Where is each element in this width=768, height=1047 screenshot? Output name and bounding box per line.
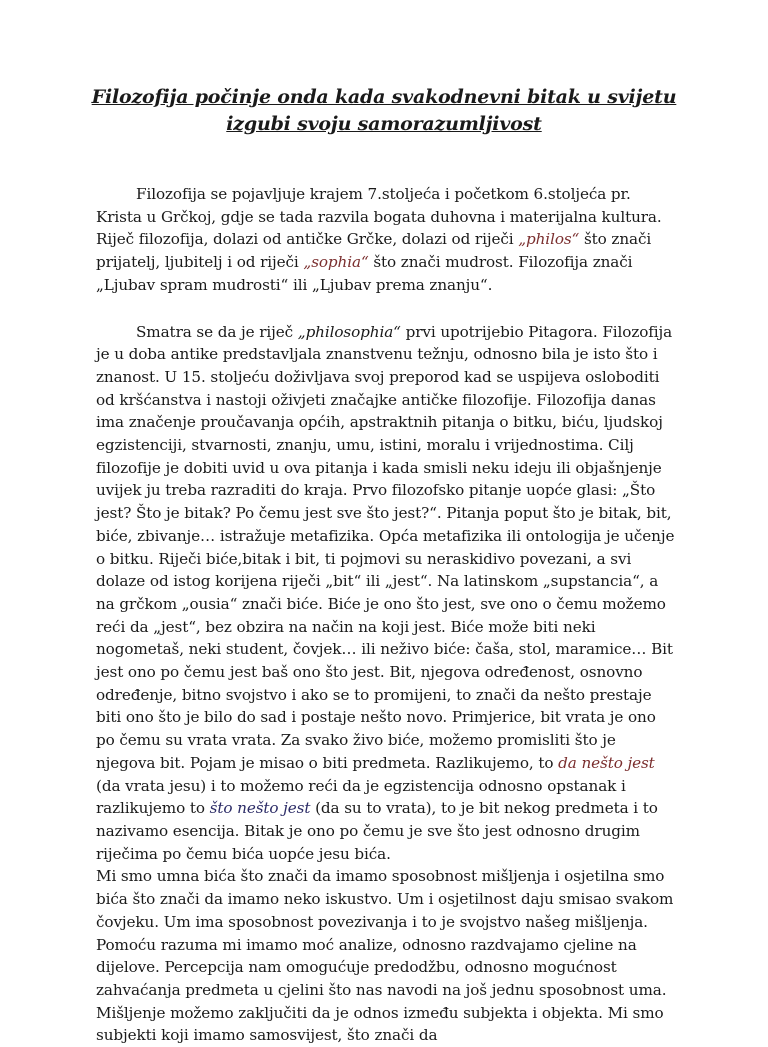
paragraph-spacer bbox=[96, 297, 678, 321]
term-philosophia: „philosophia“ bbox=[297, 322, 401, 341]
term-da-nesto-jest: da nešto jest bbox=[558, 753, 655, 772]
paragraph-2-text-d: (da su to vrata), to je bit nekog predmeta i to nazivamo esencija. Bitak je ono po čemu je sve što jest odnosno drugim riječima po čemu bića uopće jesu bića. bbox=[96, 799, 658, 863]
term-sto-nesto-jest: što nešto jest bbox=[209, 799, 311, 818]
document-body bbox=[96, 183, 678, 1047]
document-title: Filozofija počinje onda kada svakodnevni bitak u svijetu izgubi svoju samorazumljivost bbox=[91, 86, 677, 135]
paragraph-2 bbox=[96, 321, 678, 866]
paragraph-1 bbox=[96, 183, 678, 297]
paragraph-2-text-b: prvi upotrijebio Pitagora. Filozofija je u doba antike predstavljala znanstvenu težnju, odnosno bila je isto što i znanost. U 15. stoljeću doživljava svoj preporod kad se uspijeva osloboditi od kršćanstva i nastoji oživjeti značajke antičke filozofije. Filozofija danas ima značenje proučavanja općih, apstraktnih pitanja o bitku, biću, ljudskoj egzistenciji, stvarnosti, znanju, umu, istini, moralu i vrijednostima. Cilj filozofije je dobiti uvid u ova pitanja i kada smisli neku ideju ili objašnjenje uvijek ju treba razraditi do kraja. Prvo filozofsko pitanje uopće glasi: „Što jest? Što je bitak? Po čemu jest sve što jest?“. Pitanja poput što je bitak, bit, biće, zbivanje… istražuje metafizika. Opća metafizika ili ontologija je učenje o bitku. Riječi biće,bitak i bit, ti pojmovi su neraskidivo povezani, a svi dolaze od istog korijena riječi „bit“ ili „jest“. Na latinskom „supstancia“, a na grčkom „ousia“ znači biće. Biće je ono što jest, sve ono o čemu možemo reći da „jest“, bez obzira na način na koji jest. Biće može biti neki nogometaš, neki student, čovjek… ili neživo biće: čaša, stol, maramice… Bit jest ono po čemu jest baš ono što jest. Bit, njegova određenost, osnovno određenje, bitno svojstvo i ako se to promijeni, to znači da nešto prestaje biti ono što je bilo do sad i postaje nešto novo. Primjerice, bit vrata je ono po čemu su vrata vrata. Za svako živo biće, možemo promisliti što je njegova bit. Pojam je misao o biti predmeta. Razlikujemo, to bbox=[96, 322, 675, 772]
paragraph-1-text-a: Filozofija se pojavljuje krajem 7.stoljeća i početkom 6.stoljeća pr. Krista u Grčkoj, gdje se tada razvila bogata duhovna i materijalna kultura. Riječ filozofija, dolazi od antičke Grčke, dolazi od riječi bbox=[96, 185, 662, 249]
term-philos: „philos“ bbox=[518, 230, 580, 249]
paragraph-1-text-c: što znači mudrost. Filozofija znači „Ljubav spram mudrosti“ ili „Ljubav prema znanju“. bbox=[96, 253, 633, 294]
term-sophia: „sophia“ bbox=[303, 253, 369, 272]
paragraph-2-text-c: (da vrata jesu) i to možemo reći da je egzistencija odnosno opstanak i razlikujemo to bbox=[96, 776, 626, 818]
paragraph-2-text-a: Smatra se da je riječ bbox=[136, 322, 298, 341]
paragraph-3: Mi smo umna bića što znači da imamo sposobnost mišljenja i osjetilna smo bića što znači da imamo neko iskustvo. Um i osjetilnost daju smisao svakom čovjeku. Um ima sposobnost povezivanja i to je svojstvo našeg mišljenja. Pomoću razuma mi imamo moć analize, odnosno razdvajamo cjeline na dijelove. Percepcija nam omogućuje predodžbu, odnosno mogućnost zahvaćanja predmeta u cjelini što nas navodi na još jednu sposobnost uma. Mišljenje možemo zaključiti da je odnos između subjekta i objekta. Mi smo subjekti koji imamo samosvijest, što znači da bbox=[96, 867, 674, 1045]
paragraph-1-text-b: što znači prijatelj, ljubitelj i od riječi bbox=[96, 230, 652, 272]
